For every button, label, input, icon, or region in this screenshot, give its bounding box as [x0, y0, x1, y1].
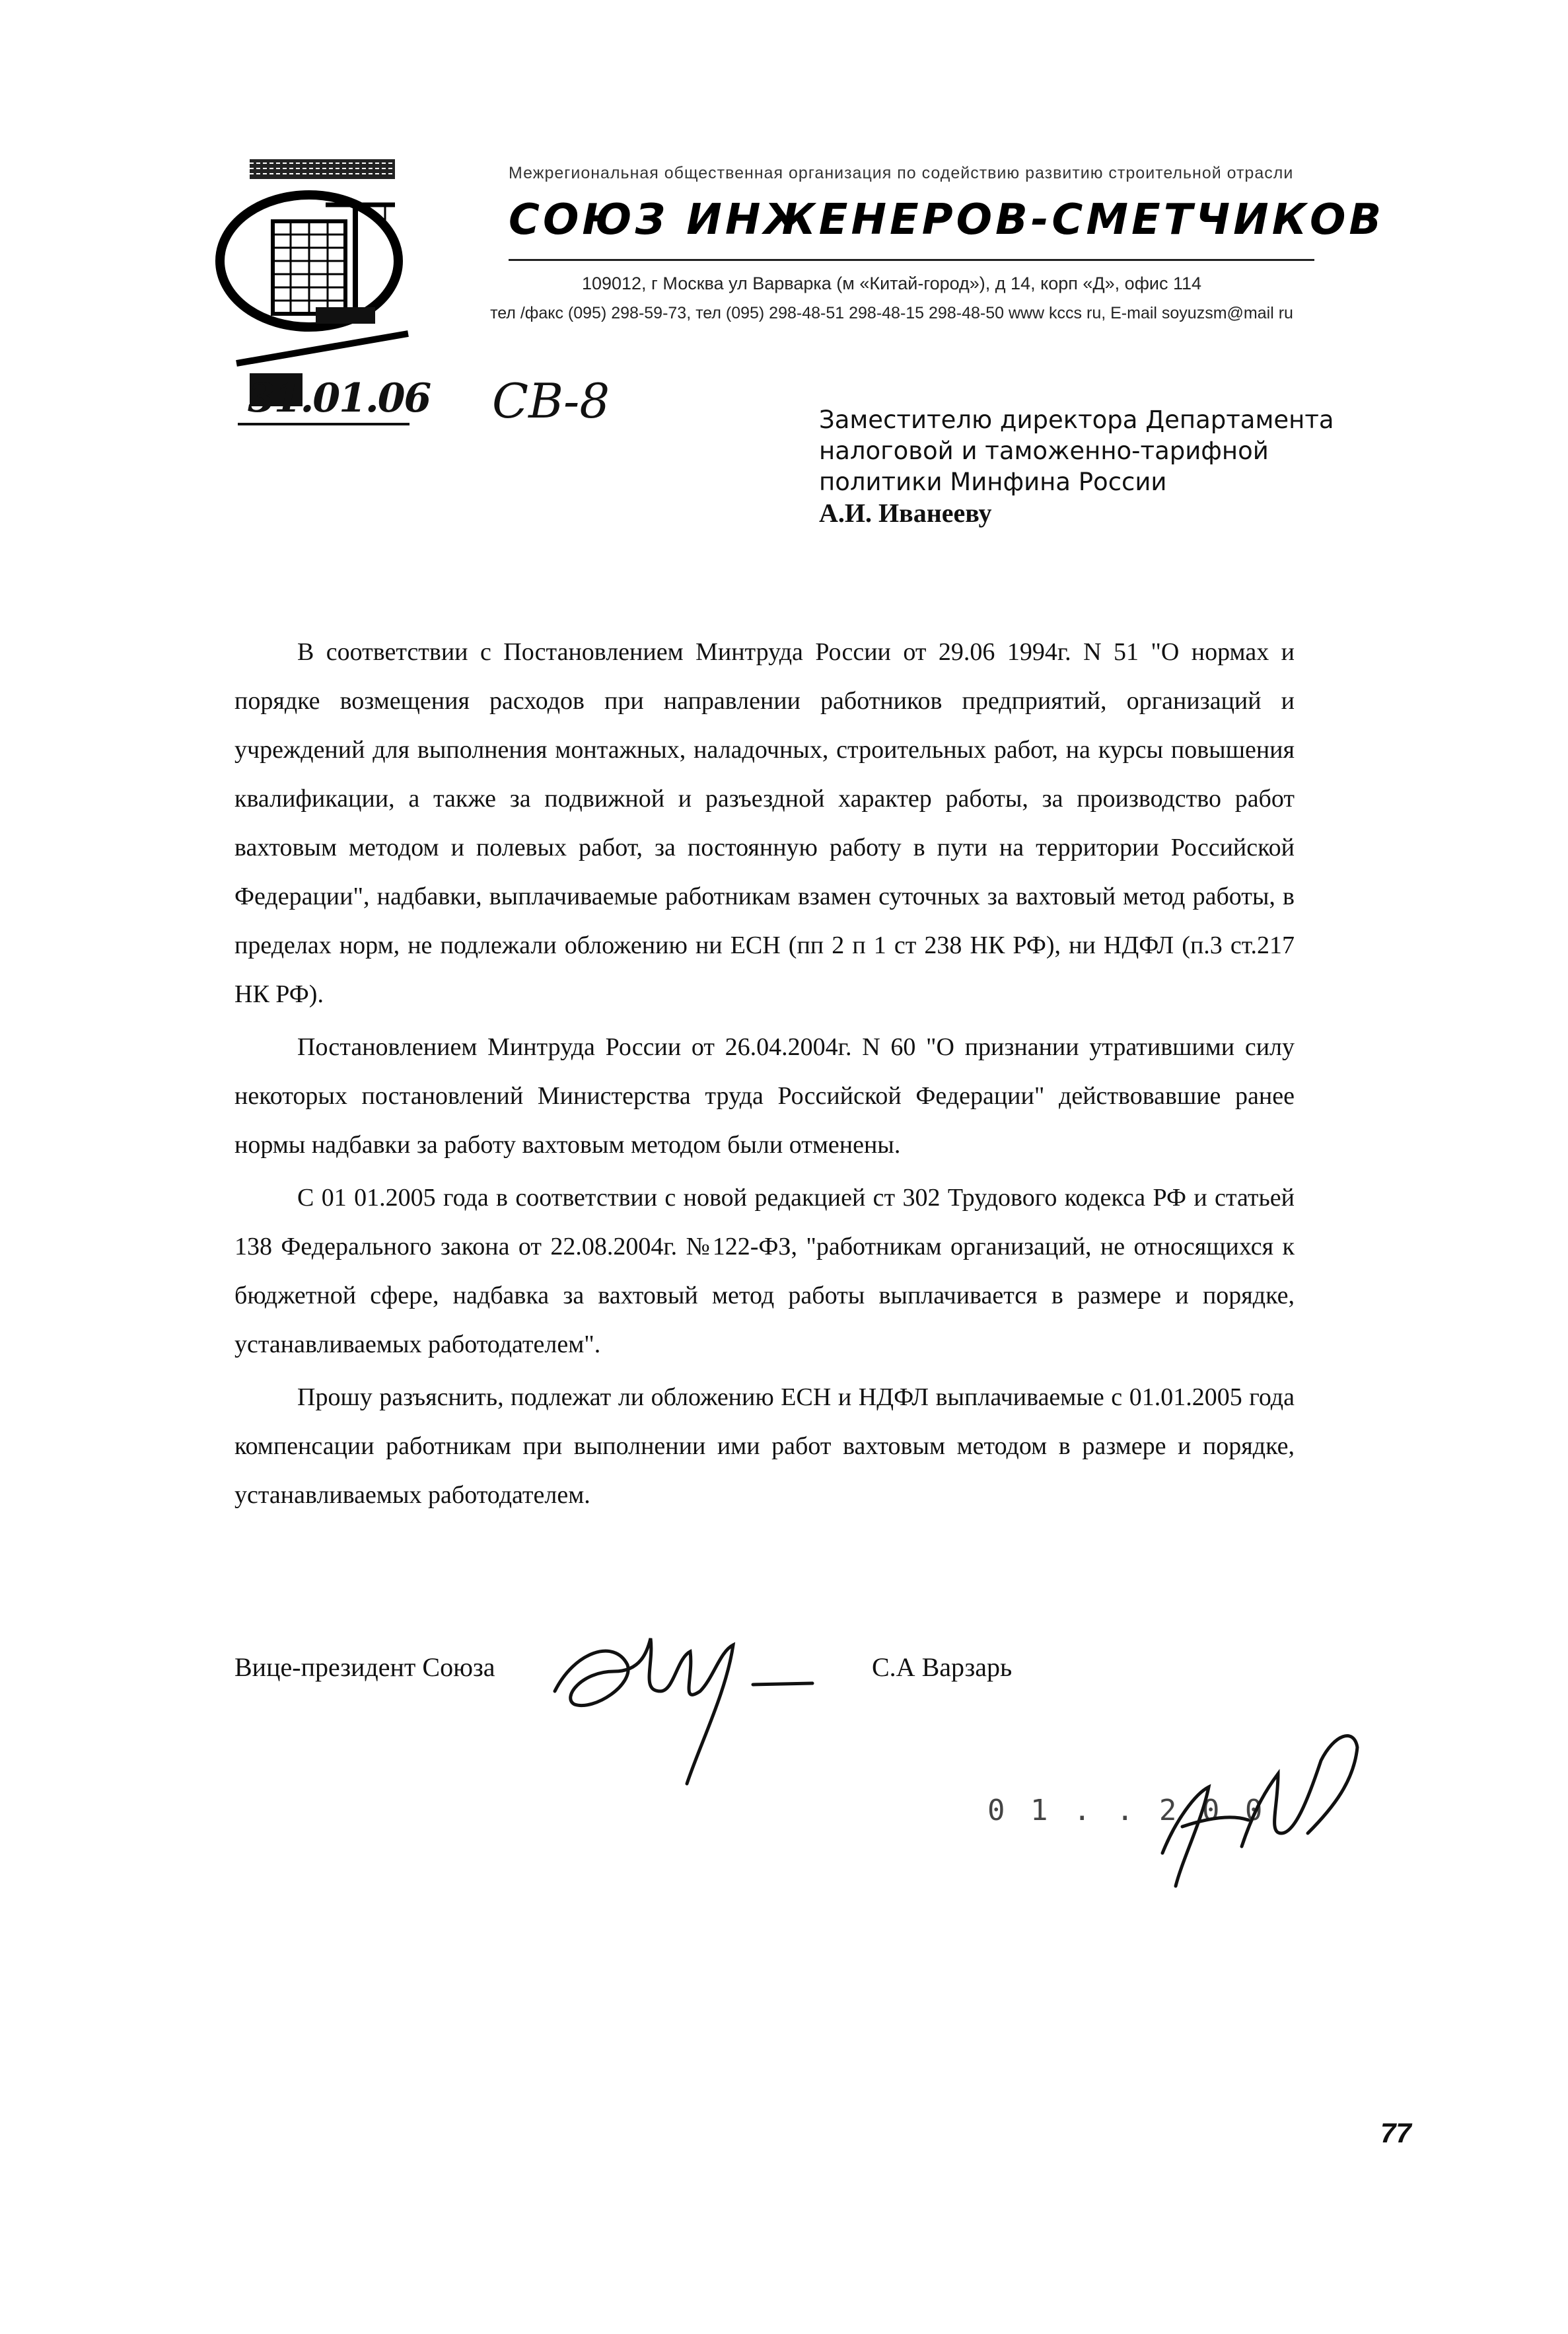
- address-line: 109012, г Москва ул Варварка (м «Китай-город»), д 14, корп «Д», офис 114: [581, 274, 1202, 293]
- body-paragraph: Прошу разъяснить, подлежат ли обложению ЕСН и НДФЛ выплачиваемые с 01.01.2005 года компенсации работникам при выполнении ими работ вахтовым методом в размере и порядке, устанавливаемых работодателем.: [234, 1383, 1295, 1509]
- signatory-name: С.А Варзарь: [872, 1652, 1013, 1682]
- organization-name: СОЮЗ ИНЖЕНЕРОВ-СМЕТЧИКОВ: [509, 196, 1385, 244]
- union-logo: [210, 155, 421, 413]
- addressee-block: [819, 404, 1413, 529]
- contact-line: тел /факс (095) 298-59-73, тел (095) 298-48-51 298-48-15 298-48-50 www kccs ru, E-mail soyuzsm@mail ru: [490, 304, 1293, 322]
- body-paragraph: В соответствии с Постановлением Минтруда России от 29.06 1994г. N 51 "О нормах и порядке возмещения расходов при направлении работников предприятий, организаций и учреждений для выполнения монтажных, наладочных, строительных работ, на курсы повышения квалификации, а также за подвижной и разъездной характер работы, за производство работ вахтовым методом и полевых работ, за постоянную работу в пути на территории Российской Федерации", надбавки, выплачиваемые работникам взамен суточных за вахтовый метод работы, в пределах норм, не подлежали обложению ни ЕСН (пп 2 п 1 ст 238 НК РФ), ни НДФЛ (п.3 ст.217 НК РФ).: [234, 638, 1295, 1008]
- body-paragraph: С 01 01.2005 года в соответствии с новой редакцией ст 302 Трудового кодекса РФ и статьей 138 Федерального закона от 22.08.2004г. №122-ФЗ, "работникам организаций, не относящихся к бюджетной сфере, надбавка за вахтовый метод работы выплачивается в размере и порядке, устанавливаемых работодателем".: [234, 1184, 1295, 1358]
- addressee-line: политики Минфина России: [819, 468, 1167, 496]
- handwritten-date: 31.01.06: [248, 375, 431, 421]
- addressee-name: А.И. Иванееву: [819, 498, 992, 528]
- addressee-line: Заместителю директора Департамента: [819, 406, 1334, 434]
- handwritten-signature: [535, 1612, 852, 1797]
- page-number: 77: [1380, 2117, 1411, 2148]
- body-paragraph: Постановлением Минтруда России от 26.04.2004г. N 60 "О признании утратившими силу некоторых постановлений Министерства труда Российской Федерации" действовавшие ранее нормы надбавки за работу вахтовым методом были отменены.: [234, 1033, 1295, 1159]
- received-stamp: 0 1 . . 2 0 0: [987, 1794, 1267, 1827]
- organization-description: Межрегиональная общественная организация по содействию развитию строительной отрасли: [509, 164, 1294, 182]
- handwritten-initials: [1136, 1721, 1387, 1893]
- signatory-title: Вице-президент Союза: [234, 1652, 495, 1682]
- letterhead-rule: [509, 259, 1314, 261]
- handwritten-registration-number: СВ-8: [492, 373, 610, 429]
- addressee-line: налоговой и таможенно-тарифной: [819, 437, 1269, 465]
- letter-body: [234, 628, 1295, 1519]
- date-underline: [238, 423, 410, 425]
